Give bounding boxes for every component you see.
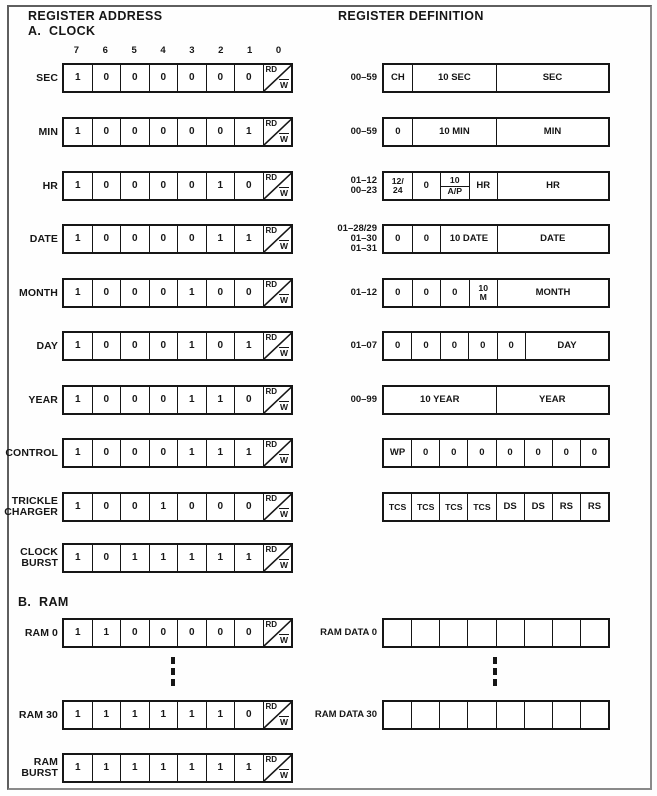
bit-cell: 0 [92, 119, 121, 145]
field-cell: CH [391, 72, 405, 83]
field-cell [552, 620, 580, 646]
bit-cell: 0 [234, 173, 263, 199]
w-bar-label: W [279, 241, 288, 251]
field-cell: 0 [412, 280, 441, 306]
bit-cell: 1 [74, 394, 81, 405]
section-b-ram-heading: B. RAM [18, 595, 69, 609]
register-definition-box [382, 438, 610, 468]
bit-cell: 0 [149, 620, 178, 646]
w-bar-label: W [279, 188, 288, 198]
register-definition-box [382, 385, 610, 415]
bit-cell: 0 [92, 226, 121, 252]
field-cell: YEAR [496, 387, 609, 413]
bit-cell: 1 [206, 387, 235, 413]
field-cell [384, 173, 412, 199]
bit-cell: 0 [149, 333, 178, 359]
bit-cell: 1 [234, 333, 263, 359]
bit-cell: 1 [74, 340, 81, 351]
register-range-line: 00–59 [350, 72, 377, 83]
bit-cell: 0 [149, 119, 178, 145]
read-write-cell [263, 620, 292, 646]
bit-cell: 1 [74, 627, 81, 638]
bit-cell: 0 [92, 494, 121, 520]
field-cell: TCS [388, 502, 407, 512]
bit-cell: 1 [74, 233, 81, 244]
field-cell: SEC [496, 65, 608, 91]
read-write-cell [263, 333, 292, 359]
bit-cell: 1 [177, 333, 206, 359]
bit-cell: 1 [120, 702, 149, 728]
read-write-cell [263, 545, 292, 571]
bit-cell: 0 [149, 226, 178, 252]
rd-label: RD [265, 702, 278, 711]
field-cell [439, 702, 467, 728]
register-range-label [296, 63, 377, 93]
dot [171, 679, 175, 686]
bit-cell: 0 [149, 440, 178, 466]
rd-label: RD [265, 620, 278, 629]
bit-number: 5 [131, 45, 137, 56]
field-cell: 0 [440, 333, 468, 359]
field-cell: TCS [439, 494, 467, 520]
field-cell: HR [469, 173, 498, 199]
register-name-line: CONTROL [5, 446, 58, 459]
dot [493, 657, 497, 664]
field-cell: 0 [412, 173, 441, 199]
register-range-label [296, 618, 377, 648]
dot [493, 679, 497, 686]
field-cell: MIN [496, 119, 608, 145]
field-cell-line: 24 [392, 185, 403, 195]
read-write-cell [263, 280, 292, 306]
register-definition-box [382, 331, 610, 361]
field-cell: WP [389, 447, 406, 458]
register-address-box [62, 700, 293, 730]
dot [493, 668, 497, 675]
register-range-label [296, 331, 377, 361]
field-cell: RS [552, 494, 580, 520]
bit-cell: 0 [177, 494, 206, 520]
bit-cell: 1 [74, 447, 81, 458]
register-address-box [62, 331, 293, 361]
bit-cell: 0 [92, 333, 121, 359]
register-name-line: CHARGER [4, 506, 58, 518]
field-cell: 0 [411, 440, 439, 466]
bit-cell: 0 [92, 545, 121, 571]
register-name-line: RAM 30 [18, 708, 58, 721]
register-name-label [0, 543, 58, 573]
bit-cell: 1 [206, 702, 235, 728]
register-address-box [62, 117, 293, 147]
bit-cell: 0 [120, 494, 149, 520]
bit-cell: 1 [177, 280, 206, 306]
bit-cell: 0 [177, 226, 206, 252]
bit-cell: 0 [206, 620, 235, 646]
field-cell-line: 12/ [391, 176, 404, 186]
register-address-box [62, 492, 293, 522]
rd-label: RD [265, 545, 278, 554]
register-range-label [296, 171, 377, 201]
register-address-box [62, 753, 293, 783]
register-name-label [0, 618, 58, 648]
bit-number: 3 [189, 45, 195, 56]
register-definition-box [382, 63, 610, 93]
register-name-label [0, 171, 58, 201]
register-name-label [0, 278, 58, 308]
register-range-line: 01–12 [350, 175, 377, 186]
register-name-line: YEAR [28, 393, 58, 406]
read-write-cell [263, 226, 292, 252]
rd-label: RD [265, 119, 278, 128]
bit-cell: 0 [120, 440, 149, 466]
bit-cell: 0 [234, 387, 263, 413]
field-cell: 0 [467, 440, 495, 466]
bit-cell: 0 [206, 494, 235, 520]
register-address-box [62, 385, 293, 415]
field-cell: 0 [580, 440, 608, 466]
register-name-label [0, 331, 58, 361]
bit-cell: 0 [206, 65, 235, 91]
field-cell-line: 10 [478, 283, 489, 293]
register-range-line: 00–59 [350, 126, 377, 137]
field-cell: 0 [524, 440, 552, 466]
bit-cell: 0 [92, 387, 121, 413]
bit-cell: 0 [234, 280, 263, 306]
bit-cell: 1 [234, 119, 263, 145]
register-name-line: DAY [36, 339, 58, 352]
field-cell [580, 620, 608, 646]
field-cell [467, 620, 495, 646]
bit-cell: 0 [120, 620, 149, 646]
ellipsis-right [493, 657, 497, 686]
field-cell: 0 [439, 440, 467, 466]
bit-number: 6 [102, 45, 108, 56]
bit-cell: 1 [120, 755, 149, 781]
register-name-label [0, 492, 58, 522]
bit-cell: 0 [177, 173, 206, 199]
bit-cell: 1 [234, 755, 263, 781]
register-name-label [0, 385, 58, 415]
dot [171, 668, 175, 675]
field-cell: HR [497, 173, 608, 199]
bit-cell: 0 [177, 620, 206, 646]
bit-cell: 1 [92, 702, 121, 728]
read-write-cell [263, 440, 292, 466]
field-cell [524, 702, 552, 728]
register-name-line: MONTH [19, 286, 58, 299]
field-cell: 10 SEC [412, 65, 496, 91]
register-address-header: REGISTER ADDRESS [28, 9, 163, 23]
bit-cell: 1 [149, 702, 178, 728]
register-address-box [62, 438, 293, 468]
bit-cell: 0 [206, 333, 235, 359]
bit-cell: 1 [234, 226, 263, 252]
register-range-line: 01–12 [350, 287, 377, 298]
field-cell: 10 DATE [440, 226, 496, 252]
field-cell: 0 [412, 226, 441, 252]
w-bar-label: W [279, 295, 288, 305]
field-cell [496, 702, 524, 728]
bit-cell: 0 [120, 65, 149, 91]
field-cell: 0 [497, 333, 525, 359]
bit-cell: 1 [74, 709, 81, 720]
bit-cell: 0 [149, 65, 178, 91]
bit-cell: 1 [74, 287, 81, 298]
bit-cell: 1 [206, 173, 235, 199]
w-bar-label: W [279, 455, 288, 465]
w-bar-label: W [279, 80, 288, 90]
register-name-line: HR [42, 179, 58, 192]
field-cell: 0 [395, 340, 401, 351]
register-name-label [0, 700, 58, 730]
read-write-cell [263, 494, 292, 520]
rd-label: RD [265, 226, 278, 235]
bit-cell: 0 [149, 387, 178, 413]
register-range-label [296, 700, 377, 730]
register-range-line: RAM DATA 0 [320, 627, 377, 638]
bit-cell: 0 [234, 65, 263, 91]
bit-cell: 1 [177, 440, 206, 466]
bit-number: 7 [73, 45, 80, 56]
bit-cell: 1 [74, 180, 81, 191]
read-write-cell [263, 702, 292, 728]
bit-cell: 0 [120, 119, 149, 145]
bit-cell: 1 [149, 755, 178, 781]
field-cell: 0 [395, 126, 401, 137]
register-definition-box [382, 700, 610, 730]
field-cell: 10 YEAR [420, 394, 460, 405]
bit-cell: 0 [120, 226, 149, 252]
bit-cell: 1 [206, 545, 235, 571]
bit-cell: 0 [120, 280, 149, 306]
register-definition-box [382, 171, 610, 201]
bit-number: 4 [160, 45, 166, 56]
fraction-bottom: A/P [447, 186, 462, 196]
bit-cell: 1 [74, 501, 81, 512]
field-cell: RS [580, 494, 608, 520]
register-address-box [62, 618, 293, 648]
register-address-box [62, 224, 293, 254]
field-cell: 0 [411, 333, 439, 359]
register-name-line: MIN [38, 125, 58, 138]
w-bar-label: W [279, 717, 288, 727]
field-cell: 0 [395, 287, 401, 298]
register-name-line: TRICKLE [11, 495, 58, 507]
bit-cell: 1 [234, 440, 263, 466]
field-cell [440, 173, 469, 199]
w-bar-label: W [279, 402, 288, 412]
register-name-line: RAM 0 [24, 626, 58, 639]
register-range-line: 00–99 [350, 394, 377, 405]
bit-cell: 1 [177, 387, 206, 413]
w-bar-label: W [279, 560, 288, 570]
register-name-label [0, 224, 58, 254]
register-range-label [296, 224, 377, 254]
register-name-line: SEC [36, 71, 58, 84]
field-cell: 0 [468, 333, 496, 359]
bit-cell: 1 [92, 620, 121, 646]
read-write-cell [263, 755, 292, 781]
register-name-label [0, 438, 58, 468]
bit-cell: 1 [206, 755, 235, 781]
field-cell: DAY [525, 333, 608, 359]
bit-cell: 1 [149, 494, 178, 520]
register-range-line: 01–31 [350, 243, 377, 254]
field-cell [496, 620, 524, 646]
section-a-clock-heading: A. CLOCK [28, 24, 96, 38]
field-cell: 0 [552, 440, 580, 466]
bit-cell: 1 [149, 545, 178, 571]
bit-cell: 0 [177, 119, 206, 145]
fraction-top: 10 [449, 175, 460, 185]
register-name-label [0, 753, 58, 783]
register-definition-box [382, 278, 610, 308]
field-cell [384, 702, 411, 728]
register-address-box [62, 171, 293, 201]
bit-cell: 0 [92, 173, 121, 199]
bit-cell: 1 [74, 126, 81, 137]
bit-cell: 1 [206, 440, 235, 466]
bit-cell: 1 [74, 552, 81, 563]
read-write-cell [263, 119, 292, 145]
field-cell [411, 620, 439, 646]
bit-cell: 0 [234, 702, 263, 728]
register-range-line: 01–28/29 [337, 223, 377, 234]
register-range-line: RAM DATA 30 [314, 709, 377, 720]
rd-label: RD [265, 387, 278, 396]
bit-cell: 0 [149, 280, 178, 306]
dot [171, 657, 175, 664]
bit-cell: 0 [234, 620, 263, 646]
register-definition-box [382, 117, 610, 147]
register-name-line: RAM [33, 756, 58, 768]
bit-cell: 1 [177, 545, 206, 571]
register-name-label [0, 63, 58, 93]
field-cell: 10 MIN [412, 119, 496, 145]
field-cell [580, 702, 608, 728]
register-address-box [62, 543, 293, 573]
bit-cell: 1 [234, 545, 263, 571]
field-cell: 0 [496, 440, 524, 466]
field-cell: MONTH [497, 280, 608, 306]
bit-number: 1 [247, 45, 253, 56]
bit-cell: 0 [120, 333, 149, 359]
bit-cell: 0 [92, 65, 121, 91]
register-address-box [62, 278, 293, 308]
rd-label: RD [265, 173, 278, 182]
bit-cell: 1 [120, 545, 149, 571]
rd-label: RD [265, 440, 278, 449]
ellipsis-left [171, 657, 175, 686]
bit-cell: 0 [92, 440, 121, 466]
register-definition-box [382, 492, 610, 522]
register-definition-box [382, 224, 610, 254]
register-range-label [296, 278, 377, 308]
bit-cell: 0 [234, 494, 263, 520]
register-name-line: BURST [21, 767, 58, 779]
bit-cell: 0 [92, 280, 121, 306]
read-write-cell [263, 173, 292, 199]
bit-cell: 0 [177, 65, 206, 91]
field-cell [524, 620, 552, 646]
bit-number-header [62, 45, 293, 57]
rd-label: RD [265, 333, 278, 342]
w-bar-label: W [279, 134, 288, 144]
field-cell: DS [496, 494, 524, 520]
register-range-line: 01–07 [350, 340, 377, 351]
rd-label: RD [265, 755, 278, 764]
bit-cell: 1 [92, 755, 121, 781]
field-cell-line: M [479, 292, 487, 302]
bit-number: 0 [275, 45, 282, 56]
bit-cell: 0 [149, 173, 178, 199]
bit-cell: 0 [206, 119, 235, 145]
field-cell: TCS [467, 494, 495, 520]
register-name-label [0, 117, 58, 147]
register-range-label [296, 385, 377, 415]
bit-cell: 0 [120, 387, 149, 413]
bit-cell: 1 [74, 72, 81, 83]
bit-number: 2 [218, 45, 224, 56]
field-cell [439, 620, 467, 646]
rd-label: RD [265, 280, 278, 289]
register-name-line: CLOCK [20, 546, 58, 558]
bit-cell: 1 [177, 755, 206, 781]
read-write-cell [263, 65, 292, 91]
register-range-line: 00–23 [350, 185, 377, 196]
w-bar-label: W [279, 635, 288, 645]
field-cell: TCS [411, 494, 439, 520]
bit-cell: 1 [177, 702, 206, 728]
field-cell: DS [524, 494, 552, 520]
field-cell [469, 280, 498, 306]
field-cell: 0 [440, 280, 469, 306]
register-range-label [296, 117, 377, 147]
field-cell: DATE [497, 226, 609, 252]
rd-label: RD [265, 65, 278, 74]
register-address-box [62, 63, 293, 93]
field-cell [552, 702, 580, 728]
register-definition-header: REGISTER DEFINITION [338, 9, 484, 23]
read-write-cell [263, 387, 292, 413]
register-name-line: DATE [29, 232, 58, 245]
w-bar-label: W [279, 348, 288, 358]
field-cell [411, 702, 439, 728]
register-name-line: BURST [21, 557, 58, 569]
register-definition-box [382, 618, 610, 648]
w-bar-label: W [279, 509, 288, 519]
bit-cell: 0 [120, 173, 149, 199]
w-bar-label: W [279, 770, 288, 780]
field-cell [467, 702, 495, 728]
bit-cell: 1 [206, 226, 235, 252]
field-cell [384, 620, 411, 646]
bit-cell: 1 [74, 762, 81, 773]
rd-label: RD [265, 494, 278, 503]
register-range-line: 01–30 [350, 233, 377, 244]
bit-cell: 0 [206, 280, 235, 306]
field-cell: 0 [395, 233, 401, 244]
